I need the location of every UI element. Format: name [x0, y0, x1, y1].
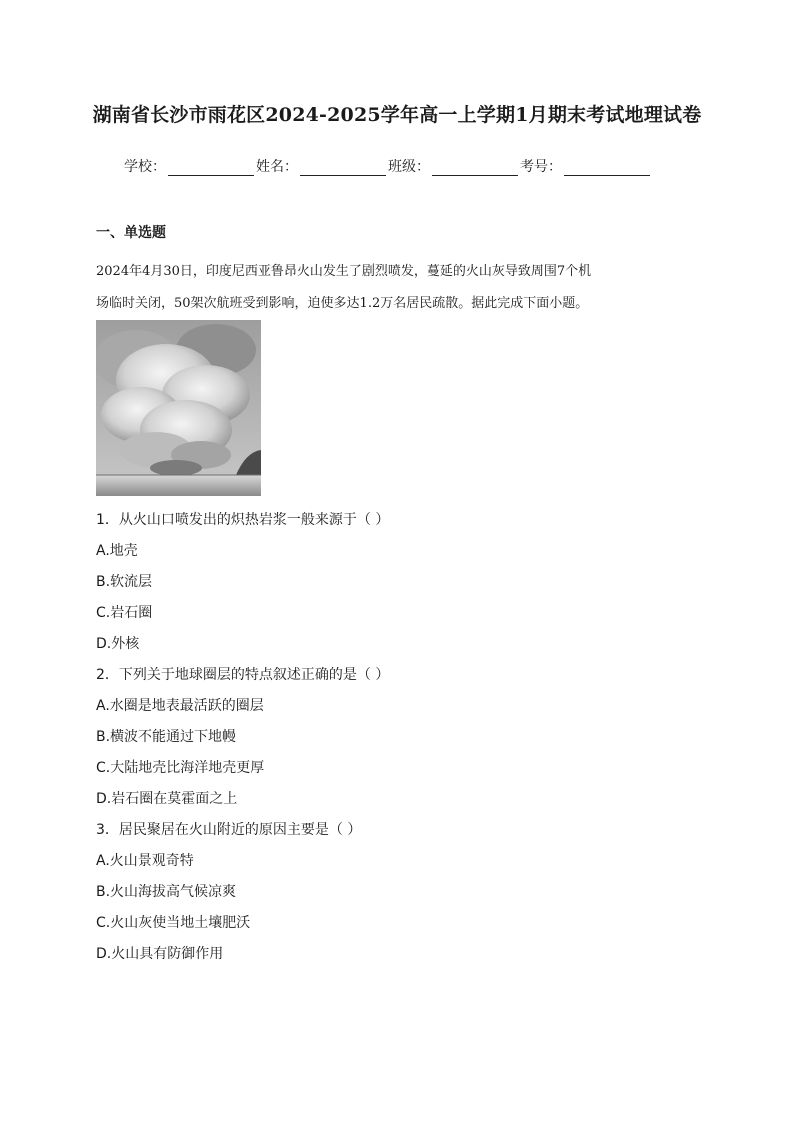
question-1 — [96, 505, 696, 660]
name-field — [256, 156, 388, 176]
exam-number-blank — [564, 159, 650, 176]
option-d: D.外核 — [96, 636, 140, 652]
option-c: C.岩石圈 — [96, 605, 153, 621]
class-blank — [432, 159, 518, 176]
question-stem: 3．居民聚居在火山附近的原因主要是（ ） — [96, 822, 362, 838]
passage-line-2: 场临时关闭，50架次航班受到影响，迫使多达1.2万名居民疏散。据此完成下面小题。 — [96, 296, 589, 311]
school-blank — [168, 159, 254, 176]
name-label: 姓名： — [256, 159, 298, 175]
section-heading: 一、单选题 — [96, 225, 166, 241]
option-b: B.横波不能通过下地幔 — [96, 729, 237, 745]
question-stem: 1．从火山口喷发出的炽热岩浆一般来源于（ ） — [96, 512, 390, 528]
exam-number-field — [520, 156, 652, 176]
name-blank — [300, 159, 386, 176]
reading-passage — [96, 256, 702, 320]
class-label: 班级： — [388, 159, 430, 175]
exam-number-label: 考号： — [520, 159, 562, 175]
option-c: C.火山灰使当地土壤肥沃 — [96, 915, 251, 931]
question-3 — [96, 815, 696, 970]
option-a: A.水圈是地表最活跃的圈层 — [96, 698, 264, 714]
option-b: B.火山海拔高气候凉爽 — [96, 884, 237, 900]
option-a: A.火山景观奇特 — [96, 853, 194, 869]
class-field — [388, 156, 520, 176]
option-d: D.火山具有防御作用 — [96, 946, 224, 962]
option-b: B.软流层 — [96, 574, 153, 590]
student-info-row — [124, 152, 684, 176]
volcano-eruption-photo — [96, 320, 261, 496]
question-2 — [96, 660, 696, 815]
question-stem: 2．下列关于地球圈层的特点叙述正确的是（ ） — [96, 667, 390, 683]
option-c: C.大陆地壳比海洋地壳更厚 — [96, 760, 265, 776]
exam-title: 湖南省长沙市雨花区2024-2025学年高一上学期1月期末考试地理试卷 — [92, 104, 702, 126]
option-d: D.岩石圈在莫霍面之上 — [96, 791, 238, 807]
school-label: 学校： — [124, 159, 166, 175]
school-field — [124, 156, 256, 176]
option-a: A.地壳 — [96, 543, 138, 559]
passage-line-1: 2024年4月30日，印度尼西亚鲁昂火山发生了剧烈喷发，蔓延的火山灰导致周围7个机 — [96, 264, 592, 279]
